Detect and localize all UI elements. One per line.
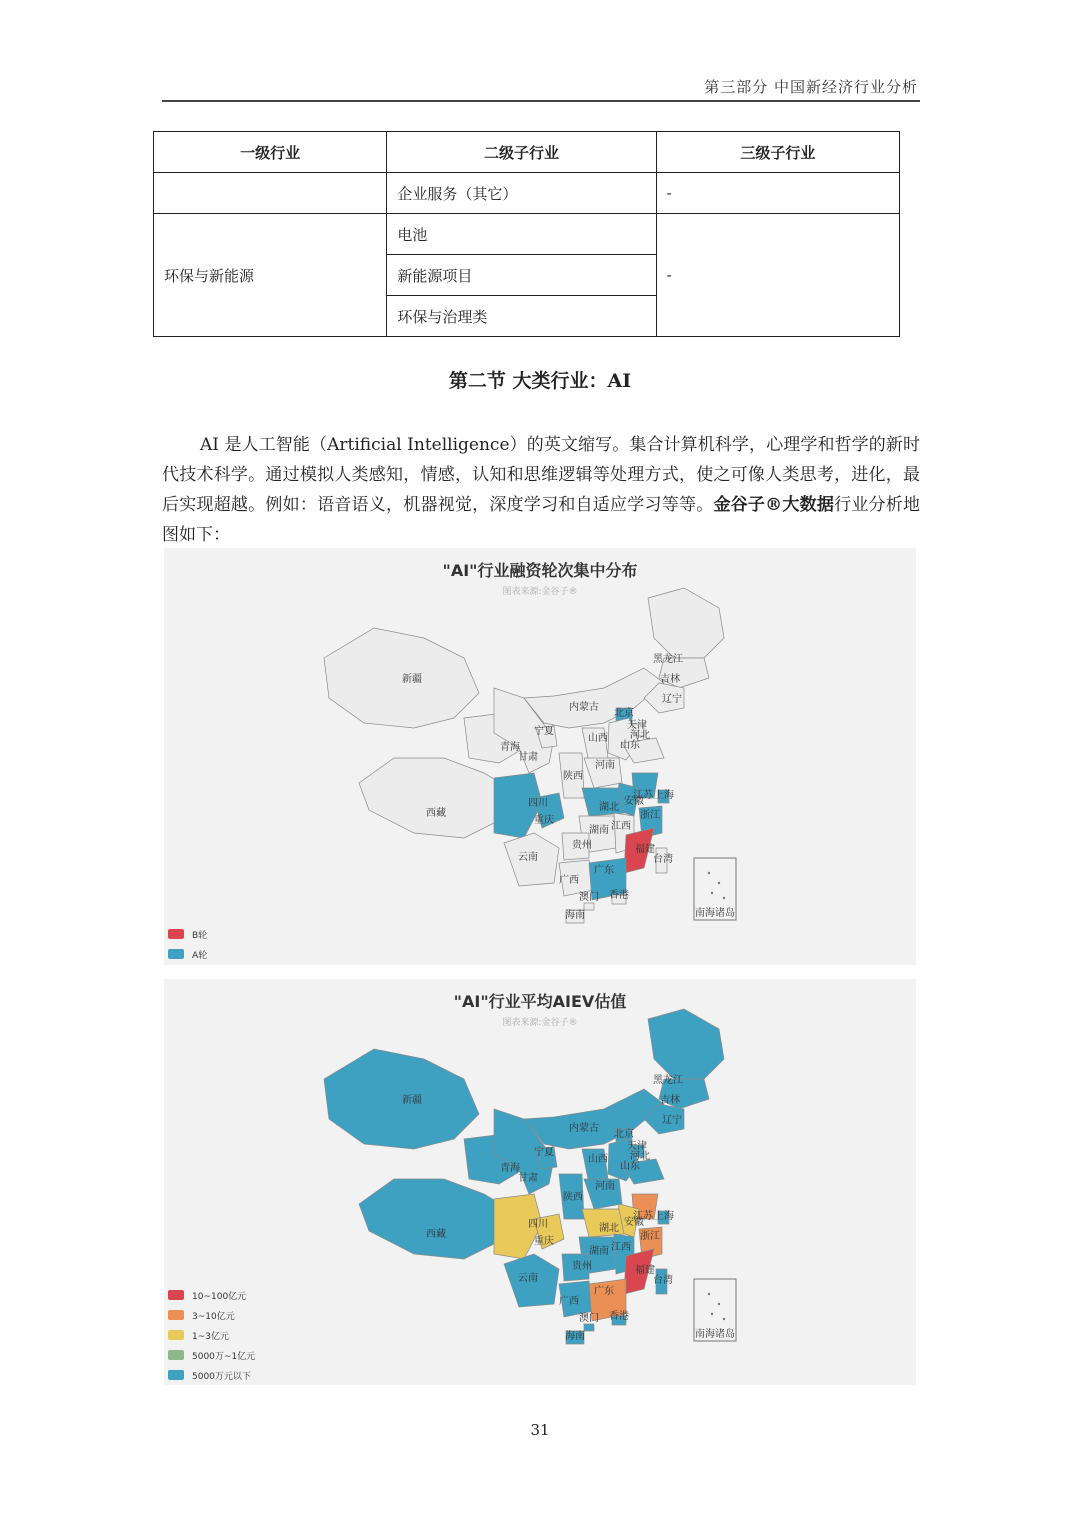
legend-swatch xyxy=(168,1370,184,1380)
province-label: 澳门 xyxy=(579,1313,599,1324)
header-cell: 三级子行业 xyxy=(656,132,899,173)
island-dot xyxy=(718,1303,720,1305)
province-label: 北京 xyxy=(614,708,634,719)
china-map xyxy=(164,979,916,1385)
running-head: 第三部分 中国新经济行业分析 xyxy=(704,78,918,96)
province-region[interactable] xyxy=(584,1324,594,1331)
south-sea-label: 南海诸岛 xyxy=(695,908,735,919)
province-label: 江苏 xyxy=(633,790,653,801)
province-label: 山西 xyxy=(588,1154,608,1165)
province-label: 海南 xyxy=(565,1331,585,1342)
province-label: 广东 xyxy=(594,865,614,876)
province-label: 天津 xyxy=(627,720,647,731)
province-label: 湖南 xyxy=(589,1246,609,1257)
map-title: "AI"行业平均AIEV估值 xyxy=(453,992,627,1011)
industry-table xyxy=(153,131,900,337)
province-label: 福建 xyxy=(635,844,655,855)
province-label: 内蒙古 xyxy=(569,702,599,713)
province-label: 江西 xyxy=(611,1242,631,1253)
legend-swatch xyxy=(168,949,184,959)
province-label: 西藏 xyxy=(426,1229,446,1240)
province-label: 吉林 xyxy=(660,674,680,685)
map-title: "AI"行业融资轮次集中分布 xyxy=(442,561,638,580)
table-row xyxy=(154,173,900,214)
province-label: 陕西 xyxy=(563,1192,583,1203)
province-label: 云南 xyxy=(518,852,538,863)
table-cell: - xyxy=(656,173,899,214)
province-label: 甘肃 xyxy=(518,752,538,763)
province-label: 香港 xyxy=(609,890,629,901)
island-dot xyxy=(723,897,725,899)
legend-item[interactable] xyxy=(168,1285,255,1305)
table-cell: - xyxy=(656,214,899,337)
province-label: 湖北 xyxy=(599,802,619,813)
province-label: 内蒙古 xyxy=(569,1123,599,1134)
brand-bold: 金谷子®大数据 xyxy=(713,495,835,515)
province-label: 上海 xyxy=(654,1211,674,1222)
province-label: 青海 xyxy=(500,742,520,753)
legend-item[interactable] xyxy=(168,1365,255,1385)
province-label: 重庆 xyxy=(534,815,554,826)
province-label: 宁夏 xyxy=(534,726,554,737)
legend-label: 1~3亿元 xyxy=(192,1331,229,1342)
intro-paragraph xyxy=(162,430,920,550)
intro-text: AI 是人工智能（Artificial Intelligence）的英文缩写。集合计算机科学，心理学和哲学的新时代技术科学。通过模拟人类感知，情感，认知和思维逻辑等处理方式，使之可像人类思考，进化，最后实现超越。例如：语音语义，机器视觉，深度学习和自适应学习等等。 xyxy=(162,435,920,515)
province-label: 四川 xyxy=(528,798,548,809)
province-label: 西藏 xyxy=(426,808,446,819)
map-legend xyxy=(168,1285,255,1385)
table-cell: 电池 xyxy=(387,214,656,255)
legend-label: 5000万元以下 xyxy=(192,1371,251,1382)
province-label: 天津 xyxy=(627,1141,647,1152)
island-dot xyxy=(711,1313,713,1315)
island-dot xyxy=(723,1318,725,1320)
province-label: 香港 xyxy=(609,1311,629,1322)
province-label: 浙江 xyxy=(640,810,660,821)
legend-swatch xyxy=(168,1290,184,1300)
province-label: 山东 xyxy=(620,740,640,751)
province-label: 江苏 xyxy=(633,1211,653,1222)
province-label: 黑龙江 xyxy=(653,654,683,665)
table-cell-primary: 环保与新能源 xyxy=(154,214,387,337)
province-label: 广西 xyxy=(559,1296,579,1307)
province-region[interactable] xyxy=(359,1179,509,1259)
intro-tail: 行业分析地图如下： xyxy=(162,495,921,545)
legend-item[interactable] xyxy=(168,924,207,944)
province-label: 安徽 xyxy=(624,1217,644,1228)
province-label: 陕西 xyxy=(563,771,583,782)
province-label: 辽宁 xyxy=(662,694,682,705)
section-title: 第二节 大类行业：AI xyxy=(448,370,632,392)
island-dot xyxy=(708,872,710,874)
province-region[interactable] xyxy=(584,903,594,910)
legend-label: B轮 xyxy=(192,930,208,941)
china-map xyxy=(164,548,916,965)
province-label: 重庆 xyxy=(534,1236,554,1247)
map-subtitle: 图表来源:金谷子® xyxy=(502,1018,578,1028)
province-label: 海南 xyxy=(565,910,585,921)
province-label: 河北 xyxy=(630,1151,650,1162)
header-cell: 一级行业 xyxy=(154,132,387,173)
island-dot xyxy=(718,882,720,884)
legend-item[interactable] xyxy=(168,1345,255,1365)
table-row xyxy=(154,214,900,255)
province-label: 湖南 xyxy=(589,825,609,836)
province-label: 辽宁 xyxy=(662,1115,682,1126)
table-cell: 企业服务（其它） xyxy=(387,173,656,214)
province-label: 北京 xyxy=(614,1129,634,1140)
province-label: 云南 xyxy=(518,1273,538,1284)
legend-item[interactable] xyxy=(168,944,207,964)
island-dot xyxy=(711,892,713,894)
province-label: 黑龙江 xyxy=(653,1075,683,1086)
legend-item[interactable] xyxy=(168,1305,255,1325)
table-header-row xyxy=(154,132,900,173)
map-legend xyxy=(168,924,207,964)
table-cell: 新能源项目 xyxy=(387,255,656,296)
province-label: 江西 xyxy=(611,821,631,832)
province-label: 贵州 xyxy=(572,840,592,851)
legend-swatch xyxy=(168,1310,184,1320)
province-label: 澳门 xyxy=(579,892,599,903)
legend-swatch xyxy=(168,1350,184,1360)
province-region[interactable] xyxy=(524,1089,664,1149)
province-label: 台湾 xyxy=(653,1275,673,1286)
map-panel-funding-rounds xyxy=(164,548,916,965)
province-label: 上海 xyxy=(654,790,674,801)
province-label: 广东 xyxy=(594,1286,614,1297)
island-dot xyxy=(708,1293,710,1295)
province-label: 新疆 xyxy=(402,1095,422,1106)
province-label: 台湾 xyxy=(653,854,673,865)
province-label: 河南 xyxy=(595,760,615,771)
table-cell-empty xyxy=(154,173,387,214)
map-panel-aiev-valuation xyxy=(164,979,916,1385)
legend-item[interactable] xyxy=(168,1325,255,1345)
legend-label: A轮 xyxy=(192,950,208,961)
legend-swatch xyxy=(168,929,184,939)
province-label: 安徽 xyxy=(624,796,644,807)
province-label: 宁夏 xyxy=(534,1147,554,1158)
province-label: 山西 xyxy=(588,733,608,744)
province-label: 新疆 xyxy=(402,674,422,685)
page-number: 31 xyxy=(530,1421,550,1439)
map-subtitle: 图表来源:金谷子® xyxy=(502,587,578,597)
south-sea-label: 南海诸岛 xyxy=(695,1329,735,1340)
province-label: 吉林 xyxy=(660,1095,680,1106)
header-cell: 二级子行业 xyxy=(387,132,656,173)
legend-label: 5000万~1亿元 xyxy=(192,1351,256,1362)
province-label: 四川 xyxy=(528,1219,548,1230)
province-label: 广西 xyxy=(559,875,579,886)
header-rule xyxy=(162,100,920,102)
province-region[interactable] xyxy=(524,668,664,728)
legend-label: 10~100亿元 xyxy=(192,1291,247,1302)
table-cell: 环保与治理类 xyxy=(387,296,656,337)
province-region[interactable] xyxy=(359,758,509,838)
province-label: 浙江 xyxy=(640,1231,660,1242)
province-label: 甘肃 xyxy=(518,1173,538,1184)
province-label: 河北 xyxy=(630,730,650,741)
province-label: 河南 xyxy=(595,1181,615,1192)
province-label: 湖北 xyxy=(599,1223,619,1234)
province-label: 贵州 xyxy=(572,1261,592,1272)
legend-label: 3~10亿元 xyxy=(192,1311,235,1322)
province-label: 山东 xyxy=(620,1161,640,1172)
province-label: 福建 xyxy=(635,1265,655,1276)
province-label: 青海 xyxy=(500,1163,520,1174)
legend-swatch xyxy=(168,1330,184,1340)
province-region[interactable] xyxy=(648,588,724,658)
